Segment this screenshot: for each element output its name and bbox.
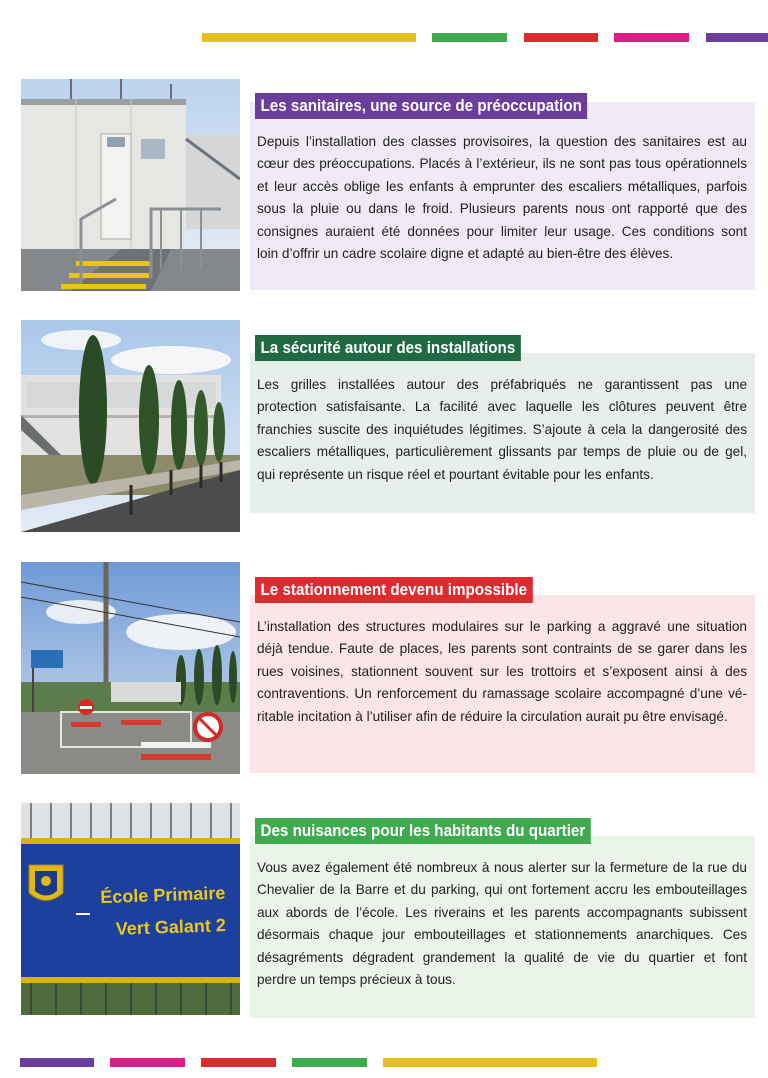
ecole-sign-photo (21, 803, 240, 1015)
bottom-bar-red (201, 1058, 276, 1067)
section-body (257, 616, 747, 728)
body-line: consignes auraient été données pour limiter leur usage. Ces conditions sont (257, 223, 747, 239)
body-line: Chevalier de la Barre et du parking, qui ont fortement accru les embouteillages (257, 882, 747, 898)
body-line: perdre un temps précieux à tous. (257, 972, 456, 988)
top-bar-green (432, 33, 507, 42)
body-line: contraventions. Un renforcement du ramassage scolaire accompagné d’une vé- (257, 686, 747, 702)
sign-line2: Vert Galant 2 (115, 915, 227, 939)
body-line: Les grilles installées autour des préfabriqués ne garantissent pas une (257, 377, 747, 392)
body-line: aux abords de l’école. Les riverains et les parents accompagnants subissent (257, 904, 747, 920)
section-body (257, 374, 747, 486)
body-line: rues voisines, stationnent souvent sur les trottoirs et s’exposent ainsi à des (257, 663, 747, 679)
top-bar-purple (706, 33, 768, 42)
bottom-bar-purple (20, 1058, 94, 1067)
body-line: loin d’offrir un cadre scolaire digne et adapté au bien-être des élèves. (257, 246, 674, 262)
section-heading: Les sanitaires, une source de préoccupation (255, 93, 587, 119)
modular-building-stairs-photo-icon (21, 79, 240, 291)
section-body (257, 857, 747, 991)
prefab-cypress-street-photo-icon (21, 320, 240, 532)
body-line: ritable incitation à l’utiliser afin de réduire la circulation aurait pu être envisagé. (257, 708, 728, 724)
top-bar-yellow (202, 33, 416, 42)
body-line: et leur accès oblige les enfants à emprunter des escaliers métalliques, parfois (257, 178, 747, 194)
school-sign-photo-icon (21, 803, 240, 1015)
top-bar-red (524, 33, 598, 42)
body-line: sous la pluie ou dans le froid. Plusieurs parents nous ont rapporté que des (257, 201, 747, 217)
parking-barriers-photo-icon (21, 562, 240, 774)
bottom-bar-magenta (110, 1058, 185, 1067)
sign-line1: École Primaire (99, 882, 226, 908)
body-line: protection satisfaisante. La facilité avec laquelle les clôtures peuvent être (257, 399, 747, 415)
stationnement-photo (21, 562, 240, 774)
body-line: qui représente un risque réel et pourtant évitable pour les enfants. (257, 466, 654, 482)
top-bar-magenta (614, 33, 689, 42)
sanitaires-photo (21, 79, 240, 291)
section-body (257, 131, 747, 265)
body-line: franchies suscite des inquiétudes légitimes. S’ajoute à cela la dangerosité des (257, 421, 747, 437)
body-line: Depuis l’installation des classes provisoires, la question des sanitaires est au (257, 134, 747, 149)
bottom-bar-green (292, 1058, 367, 1067)
body-line: Vous avez également été nombreux à nous alerter sur la fermeture de la rue du (257, 860, 747, 875)
section-heading: La sécurité autour des installations (255, 335, 521, 361)
body-line: L’installation des structures modulaires sur le parking a aggravé une situation (257, 619, 747, 634)
body-line: désormais chaque jour embouteillages et stationnements anarchiques. Ces (257, 927, 747, 943)
crest-icon (29, 865, 63, 901)
body-line: escaliers métalliques, particulièrement glissants par temps de pluie ou de gel, (257, 444, 747, 460)
body-line: désagréments dégradent grandement la qualité de vie du quartier et font (257, 949, 747, 965)
section-heading: Des nuisances pour les habitants du quartier (255, 818, 591, 844)
body-line: déjà tendue. Faute de places, les parents sont contraints de se garer dans les (257, 641, 747, 657)
body-line: cœur des préoccupations. Placés à l’extérieur, ils ne sont pas tous opérationnels (257, 156, 747, 172)
section-heading: Le stationnement devenu impossible (255, 577, 533, 603)
securite-photo (21, 320, 240, 532)
bottom-bar-yellow (383, 1058, 597, 1067)
